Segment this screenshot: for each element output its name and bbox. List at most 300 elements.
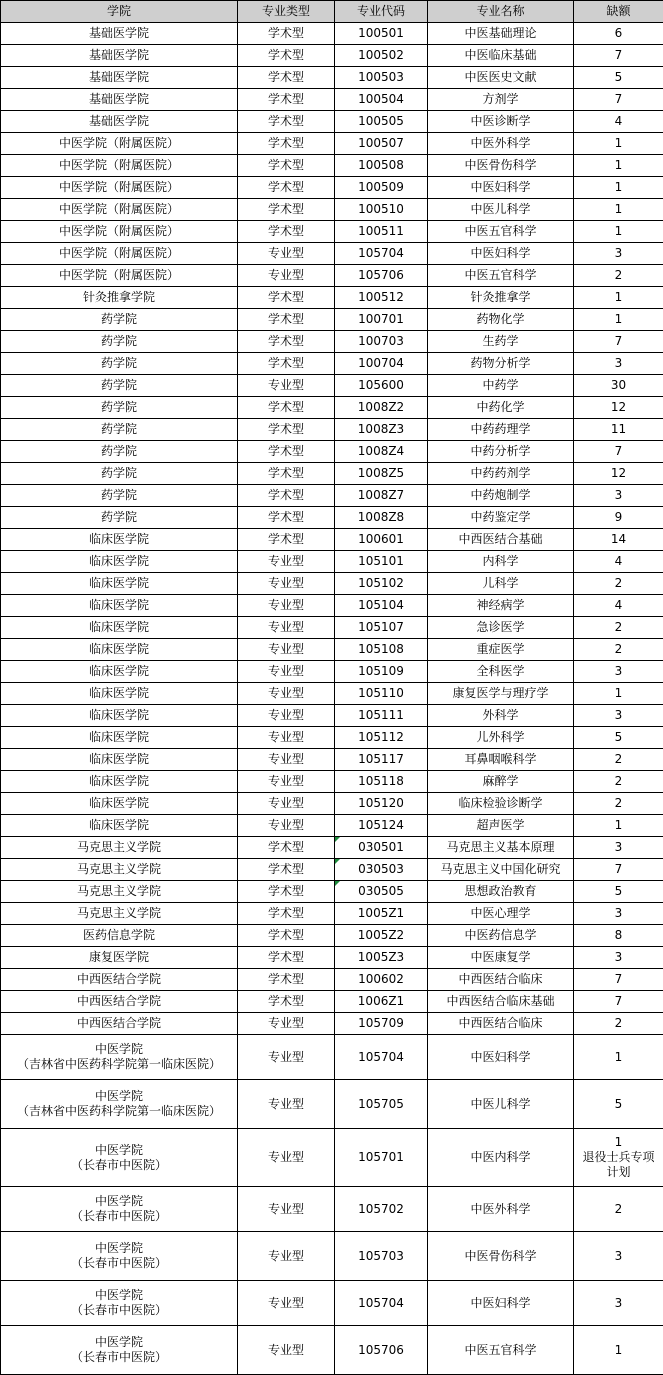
quota-line: 1 (614, 136, 623, 150)
cell-code (335, 1326, 428, 1375)
cell-type: 学术型 (238, 23, 335, 45)
cell-code (335, 683, 428, 705)
cell-type: 专业型 (238, 1035, 335, 1080)
code-text: 100704 (358, 356, 404, 370)
cell-code (335, 881, 428, 903)
cell-type: 专业型 (238, 1232, 335, 1281)
code-text: 105102 (358, 576, 404, 590)
cell-college (1, 1035, 238, 1080)
code-text: 105107 (358, 620, 404, 634)
cell-major-name: 急诊医学 (428, 617, 574, 639)
quota-line: 1 (614, 1135, 623, 1149)
table-row (1, 199, 663, 221)
cell-college (1, 793, 238, 815)
college-line: 基础医学院 (88, 26, 149, 40)
cell-code (335, 243, 428, 265)
cell-quota (574, 1187, 663, 1232)
table-row (1, 353, 663, 375)
cell-quota (574, 749, 663, 771)
quota-line: 7 (614, 994, 623, 1008)
cell-code (335, 859, 428, 881)
quota-line: 2 (614, 752, 623, 766)
cell-college (1, 1326, 238, 1375)
college-line: （长春市中医院） (70, 1157, 167, 1172)
cell-code (335, 991, 428, 1013)
cell-type: 学术型 (238, 837, 335, 859)
cell-college (1, 771, 238, 793)
cell-quota (574, 925, 663, 947)
cell-major-name: 重症医学 (428, 639, 574, 661)
cell-major-name: 神经病学 (428, 595, 574, 617)
quota-line: 2 (614, 268, 623, 282)
table-row (1, 309, 663, 331)
cell-college (1, 661, 238, 683)
header-type: 专业类型 (238, 1, 335, 23)
cell-type: 学术型 (238, 969, 335, 991)
cell-type: 专业型 (238, 573, 335, 595)
cell-quota (574, 1013, 663, 1035)
code-text: 105117 (358, 752, 404, 766)
table-row (1, 45, 663, 67)
cell-type: 学术型 (238, 903, 335, 925)
cell-code (335, 573, 428, 595)
quota-line: 2 (614, 1016, 623, 1030)
cell-code (335, 265, 428, 287)
code-text: 100505 (358, 114, 404, 128)
college-line: 药学院 (100, 444, 137, 458)
quota-line: 2 (614, 620, 623, 634)
cell-type: 专业型 (238, 1013, 335, 1035)
header-code: 专业代码 (335, 1, 428, 23)
cell-quota (574, 793, 663, 815)
cell-quota (574, 331, 663, 353)
cell-college (1, 1013, 238, 1035)
cell-major-name: 马克思主义基本原理 (428, 837, 574, 859)
cell-code (335, 1013, 428, 1035)
cell-major-name: 中医临床基础 (428, 45, 574, 67)
table-row (1, 881, 663, 903)
cell-type: 学术型 (238, 221, 335, 243)
cell-college (1, 881, 238, 903)
cell-code (335, 155, 428, 177)
code-text: 1008Z3 (357, 422, 405, 436)
cell-major-name: 耳鼻咽喉科学 (428, 749, 574, 771)
cell-college (1, 837, 238, 859)
college-line: 药学院 (100, 466, 137, 480)
cell-major-name: 临床检验诊断学 (428, 793, 574, 815)
table-row (1, 947, 663, 969)
cell-code (335, 45, 428, 67)
cell-college (1, 507, 238, 529)
cell-quota (574, 705, 663, 727)
header-name: 专业名称 (428, 1, 574, 23)
code-text: 105701 (358, 1150, 404, 1164)
code-text: 105109 (358, 664, 404, 678)
quota-line: 2 (614, 1201, 623, 1216)
cell-college (1, 947, 238, 969)
cell-quota (574, 573, 663, 595)
college-line: 药学院 (100, 488, 137, 502)
college-line: 基础医学院 (88, 114, 149, 128)
cell-code (335, 375, 428, 397)
college-line: 临床医学院 (88, 752, 149, 766)
cell-quota (574, 661, 663, 683)
header-college: 学院 (1, 1, 238, 23)
code-text: 105112 (358, 730, 404, 744)
cell-code (335, 463, 428, 485)
cell-code (335, 1281, 428, 1326)
cell-type: 专业型 (238, 1326, 335, 1375)
college-line: 临床医学院 (88, 796, 149, 810)
table-row (1, 617, 663, 639)
cell-type: 学术型 (238, 155, 335, 177)
cell-major-name: 思想政治教育 (428, 881, 574, 903)
cell-type: 专业型 (238, 661, 335, 683)
table-row (1, 243, 663, 265)
cell-quota (574, 1080, 663, 1129)
cell-quota (574, 771, 663, 793)
cell-type: 学术型 (238, 45, 335, 67)
cell-major-name: 中医五官科学 (428, 265, 574, 287)
code-text: 100502 (358, 48, 404, 62)
table-row (1, 287, 663, 309)
table-row (1, 441, 663, 463)
college-line: 药学院 (100, 400, 137, 414)
cell-code (335, 1232, 428, 1281)
cell-type: 学术型 (238, 991, 335, 1013)
quota-line: 12 (610, 466, 627, 480)
cell-quota (574, 155, 663, 177)
cell-quota (574, 45, 663, 67)
cell-college (1, 199, 238, 221)
cell-major-name: 中医心理学 (428, 903, 574, 925)
cell-major-name: 中医五官科学 (428, 1326, 574, 1375)
cell-major-name: 内科学 (428, 551, 574, 573)
college-line: 药学院 (100, 422, 137, 436)
cell-quota (574, 397, 663, 419)
quota-line: 11 (610, 422, 627, 436)
code-text: 100501 (358, 26, 404, 40)
cell-major-name: 儿外科学 (428, 727, 574, 749)
cell-type: 专业型 (238, 265, 335, 287)
cell-major-name: 康复医学与理疗学 (428, 683, 574, 705)
table-row (1, 859, 663, 881)
cell-major-name: 全科医学 (428, 661, 574, 683)
cell-quota (574, 199, 663, 221)
college-line: （吉林省中医药科学院第一临床医院） (16, 1057, 221, 1071)
code-text: 105124 (358, 818, 404, 832)
cell-major-name: 中医儿科学 (428, 199, 574, 221)
cell-type: 学术型 (238, 925, 335, 947)
code-text: 100503 (358, 70, 404, 84)
cell-quota (574, 837, 663, 859)
quota-line: 2 (614, 796, 623, 810)
table-row (1, 991, 663, 1013)
quota-line: 30 (610, 378, 627, 392)
quota-line: 5 (614, 730, 623, 744)
code-text: 1008Z8 (357, 510, 405, 524)
cell-major-name: 中西医结合临床 (428, 1013, 574, 1035)
quota-line: 3 (614, 906, 623, 920)
cell-type: 专业型 (238, 639, 335, 661)
cell-type: 专业型 (238, 1080, 335, 1129)
cell-code (335, 925, 428, 947)
cell-major-name: 外科学 (428, 705, 574, 727)
code-text: 100509 (358, 180, 404, 194)
code-text: 105600 (358, 378, 404, 392)
code-text: 105706 (358, 1342, 404, 1357)
college-line: 临床医学院 (88, 620, 149, 634)
cell-type: 学术型 (238, 947, 335, 969)
cell-quota (574, 485, 663, 507)
table-row (1, 749, 663, 771)
quota-line: 3 (614, 1295, 623, 1310)
cell-major-name: 中医外科学 (428, 133, 574, 155)
cell-code (335, 749, 428, 771)
cell-college (1, 177, 238, 199)
cell-type: 学术型 (238, 287, 335, 309)
college-line: 康复医学院 (88, 950, 149, 964)
cell-code (335, 353, 428, 375)
cell-college (1, 617, 238, 639)
cell-major-name: 中药鉴定学 (428, 507, 574, 529)
college-line: 临床医学院 (88, 686, 149, 700)
quota-line: 1 (614, 1342, 623, 1357)
cell-code (335, 331, 428, 353)
cell-major-name: 中西医结合临床 (428, 969, 574, 991)
cell-major-name: 中药药理学 (428, 419, 574, 441)
cell-quota (574, 969, 663, 991)
table-row (1, 705, 663, 727)
cell-quota (574, 133, 663, 155)
code-text: 1008Z7 (357, 488, 405, 502)
college-line: 中医学院 (94, 1142, 143, 1157)
table-row (1, 419, 663, 441)
college-line: 中医学院（附属医院） (58, 202, 179, 216)
code-text: 100512 (358, 290, 404, 304)
cell-major-name: 超声医学 (428, 815, 574, 837)
cell-type: 学术型 (238, 485, 335, 507)
table-row (1, 595, 663, 617)
cell-major-name: 针灸推拿学 (428, 287, 574, 309)
quota-line: 1 (614, 290, 623, 304)
cell-major-name: 中药炮制学 (428, 485, 574, 507)
cell-type: 专业型 (238, 595, 335, 617)
quota-line: 1 (614, 224, 623, 238)
quota-line: 3 (614, 246, 623, 260)
table-row (1, 1187, 663, 1232)
cell-type: 学术型 (238, 331, 335, 353)
quota-line: 5 (614, 1096, 623, 1111)
code-text: 100504 (358, 92, 404, 106)
cell-quota (574, 639, 663, 661)
college-line: 中医学院 (94, 1194, 143, 1208)
cell-quota (574, 1326, 663, 1375)
table-row (1, 67, 663, 89)
cell-quota (574, 727, 663, 749)
cell-quota (574, 1129, 663, 1187)
quota-line: 1 (614, 1049, 623, 1064)
college-line: 马克思主义学院 (76, 906, 161, 920)
table-row (1, 815, 663, 837)
code-text: 1005Z1 (357, 906, 405, 920)
cell-college (1, 749, 238, 771)
cell-type: 专业型 (238, 375, 335, 397)
cell-type: 学术型 (238, 529, 335, 551)
table-row (1, 23, 663, 45)
cell-quota (574, 947, 663, 969)
college-line: 中医学院（附属医院） (58, 224, 179, 238)
cell-quota (574, 859, 663, 881)
cell-quota (574, 551, 663, 573)
quota-line: 3 (614, 950, 623, 964)
cell-quota (574, 617, 663, 639)
college-line: 临床医学院 (88, 576, 149, 590)
table-row (1, 1080, 663, 1129)
cell-college (1, 529, 238, 551)
cell-type: 专业型 (238, 617, 335, 639)
cell-college (1, 133, 238, 155)
cell-code (335, 1129, 428, 1187)
table-row (1, 727, 663, 749)
cell-type: 学术型 (238, 89, 335, 111)
table-row (1, 1013, 663, 1035)
code-text: 105705 (358, 1096, 404, 1111)
table-row (1, 683, 663, 705)
college-line: 临床医学院 (88, 818, 149, 832)
cell-type: 学术型 (238, 177, 335, 199)
quota-line: 2 (614, 774, 623, 788)
cell-college (1, 287, 238, 309)
cell-type: 专业型 (238, 243, 335, 265)
cell-college (1, 23, 238, 45)
code-text: 030503 (358, 862, 404, 876)
quota-line: 7 (614, 862, 623, 876)
cell-quota (574, 815, 663, 837)
cell-type: 专业型 (238, 793, 335, 815)
quota-line: 4 (614, 554, 623, 568)
college-line: 中医学院（附属医院） (58, 136, 179, 150)
cell-quota (574, 243, 663, 265)
cell-type: 学术型 (238, 111, 335, 133)
cell-college (1, 1129, 238, 1187)
cell-type: 专业型 (238, 1281, 335, 1326)
cell-major-name: 中医儿科学 (428, 1080, 574, 1129)
cell-college (1, 89, 238, 111)
cell-major-name: 中医康复学 (428, 947, 574, 969)
cell-type: 学术型 (238, 353, 335, 375)
cell-major-name: 马克思主义中国化研究 (428, 859, 574, 881)
cell-quota (574, 1281, 663, 1326)
cell-code (335, 903, 428, 925)
table-row (1, 1281, 663, 1326)
cell-college (1, 1080, 238, 1129)
college-line: （长春市中医院） (70, 1209, 167, 1223)
table-row (1, 375, 663, 397)
table-row (1, 573, 663, 595)
cell-type: 学术型 (238, 881, 335, 903)
quota-line: 14 (610, 532, 627, 546)
cell-major-name: 药物化学 (428, 309, 574, 331)
cell-type: 学术型 (238, 309, 335, 331)
cell-type: 专业型 (238, 771, 335, 793)
cell-college (1, 353, 238, 375)
cell-major-name: 中医内科学 (428, 1129, 574, 1187)
cell-code (335, 969, 428, 991)
code-text: 100510 (358, 202, 404, 216)
cell-code (335, 89, 428, 111)
quota-line: 计划 (606, 1165, 631, 1179)
cell-major-name: 生药学 (428, 331, 574, 353)
quota-line: 12 (610, 400, 627, 414)
code-text: 105110 (358, 686, 404, 700)
table-row (1, 639, 663, 661)
cell-code (335, 1187, 428, 1232)
cell-college (1, 331, 238, 353)
cell-college (1, 683, 238, 705)
cell-code (335, 705, 428, 727)
table-row (1, 155, 663, 177)
cell-code (335, 67, 428, 89)
cell-major-name: 中药分析学 (428, 441, 574, 463)
college-line: 中医学院 (94, 1042, 143, 1056)
cell-major-name: 中医五官科学 (428, 221, 574, 243)
cell-major-name: 中药药剂学 (428, 463, 574, 485)
cell-code (335, 617, 428, 639)
college-line: 针灸推拿学院 (82, 290, 155, 304)
college-line: 中医学院（附属医院） (58, 268, 179, 282)
college-line: 中医学院（附属医院） (58, 180, 179, 194)
college-line: 临床医学院 (88, 598, 149, 612)
cell-college (1, 705, 238, 727)
table-row (1, 771, 663, 793)
code-text: 105704 (358, 1295, 404, 1310)
code-text: 105101 (358, 554, 404, 568)
table-row (1, 793, 663, 815)
cell-type: 专业型 (238, 1129, 335, 1187)
cell-code (335, 199, 428, 221)
college-line: 药学院 (100, 510, 137, 524)
cell-code (335, 551, 428, 573)
college-line: 临床医学院 (88, 664, 149, 678)
cell-quota (574, 111, 663, 133)
table-body (1, 23, 663, 1375)
cell-quota (574, 1232, 663, 1281)
cell-college (1, 551, 238, 573)
cell-college (1, 727, 238, 749)
code-text: 100602 (358, 972, 404, 986)
cell-college (1, 1281, 238, 1326)
college-line: 基础医学院 (88, 92, 149, 106)
code-text: 100511 (358, 224, 404, 238)
cell-major-name: 中药学 (428, 375, 574, 397)
quota-line: 2 (614, 576, 623, 590)
cell-code (335, 815, 428, 837)
code-text: 105111 (358, 708, 404, 722)
college-line: 中西医结合学院 (76, 1016, 161, 1030)
cell-code (335, 595, 428, 617)
quota-line: 7 (614, 444, 623, 458)
cell-type: 专业型 (238, 683, 335, 705)
cell-college (1, 1187, 238, 1232)
code-text: 105120 (358, 796, 404, 810)
cell-code (335, 397, 428, 419)
cell-code (335, 837, 428, 859)
cell-code (335, 309, 428, 331)
table-row (1, 485, 663, 507)
cell-college (1, 45, 238, 67)
cell-major-name: 麻醉学 (428, 771, 574, 793)
